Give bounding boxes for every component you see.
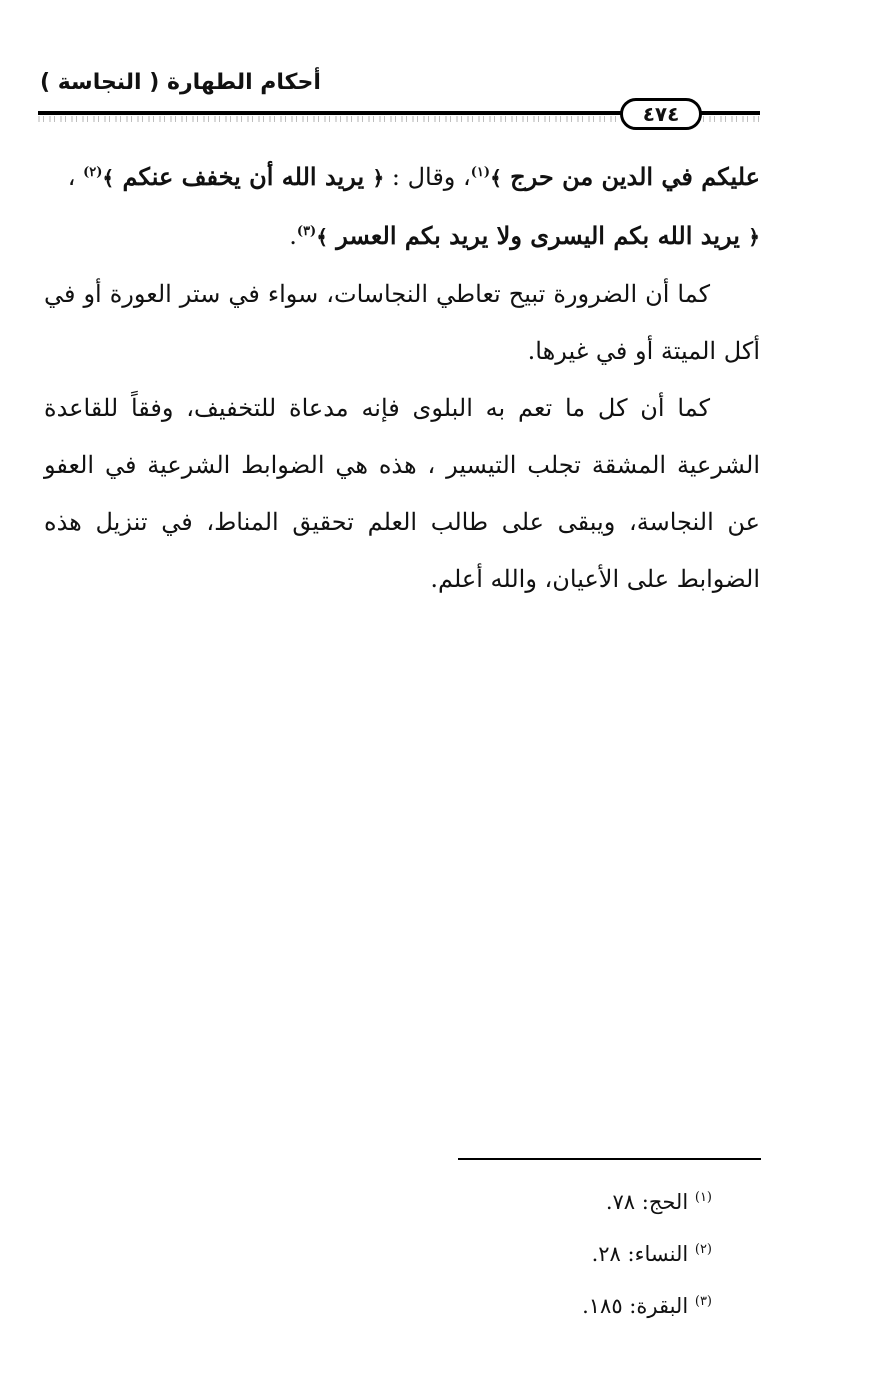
- quote-close-ornament: ﴾: [490, 166, 502, 190]
- footnote-ref-3: (٣): [296, 224, 317, 239]
- quote-close-ornament: ﴾: [102, 166, 115, 190]
- text-segment: ،: [67, 163, 84, 191]
- quote-open-ornament: ﴿: [748, 225, 760, 249]
- footnote-number: (٢): [694, 1242, 712, 1257]
- footnote-number: (١): [694, 1190, 712, 1205]
- page-number-badge: [620, 98, 702, 130]
- page-number: ٤٧٤: [642, 102, 680, 126]
- text-line-1: [44, 148, 760, 207]
- footnotes: [440, 1176, 712, 1332]
- footnote-2: [440, 1228, 712, 1280]
- footnote-3: [440, 1280, 712, 1332]
- footnote-ref-1: (١): [470, 165, 491, 180]
- quran-quote-3: يريد الله بكم اليسرى ولا يريد بكم العسر: [336, 221, 740, 250]
- paragraph-conclusion: كما أن كل ما تعم به البلوى فإنه مدعاة للتخفيف، وفقاً للقاعدة الشرعية المشقة تجلب التيسير ، هذه هي الضوابط الشرعية في العفو عن النجاسة، ويبقى على طالب العلم تحقيق المناط، في تنزيل هذه الضوابط على الأعيان، والله أعلم.: [44, 394, 760, 593]
- text-segment: .: [289, 222, 297, 250]
- quran-quote-2: يريد الله أن يخفف عنكم: [122, 162, 365, 191]
- footnote-separator: [458, 1158, 761, 1160]
- quran-quote-1: عليكم في الدين من حرج: [510, 162, 760, 191]
- main-text: [44, 148, 760, 608]
- quote-close-ornament: ﴾: [316, 225, 328, 249]
- footnote-ref-2: (٢): [83, 165, 103, 180]
- text-segment: ، وقال :: [384, 163, 471, 191]
- text-line-2: [44, 207, 760, 266]
- running-header-title: أحكام الطهارة ( النجاسة ): [40, 70, 321, 95]
- paragraph-necessity: كما أن الضرورة تبيح تعاطي النجاسات، سواء في ستر العورة أو في أكل الميتة أو في غيرها.: [44, 280, 760, 365]
- quote-open-ornament: ﴿: [372, 166, 385, 190]
- footnote-text: النساء: ٢٨.: [591, 1242, 689, 1266]
- footnote-number: (٣): [694, 1294, 712, 1309]
- footnote-text: الحج: ٧٨.: [605, 1190, 689, 1214]
- footnote-1: [440, 1176, 712, 1228]
- footnote-text: البقرة: ١٨٥.: [582, 1294, 689, 1318]
